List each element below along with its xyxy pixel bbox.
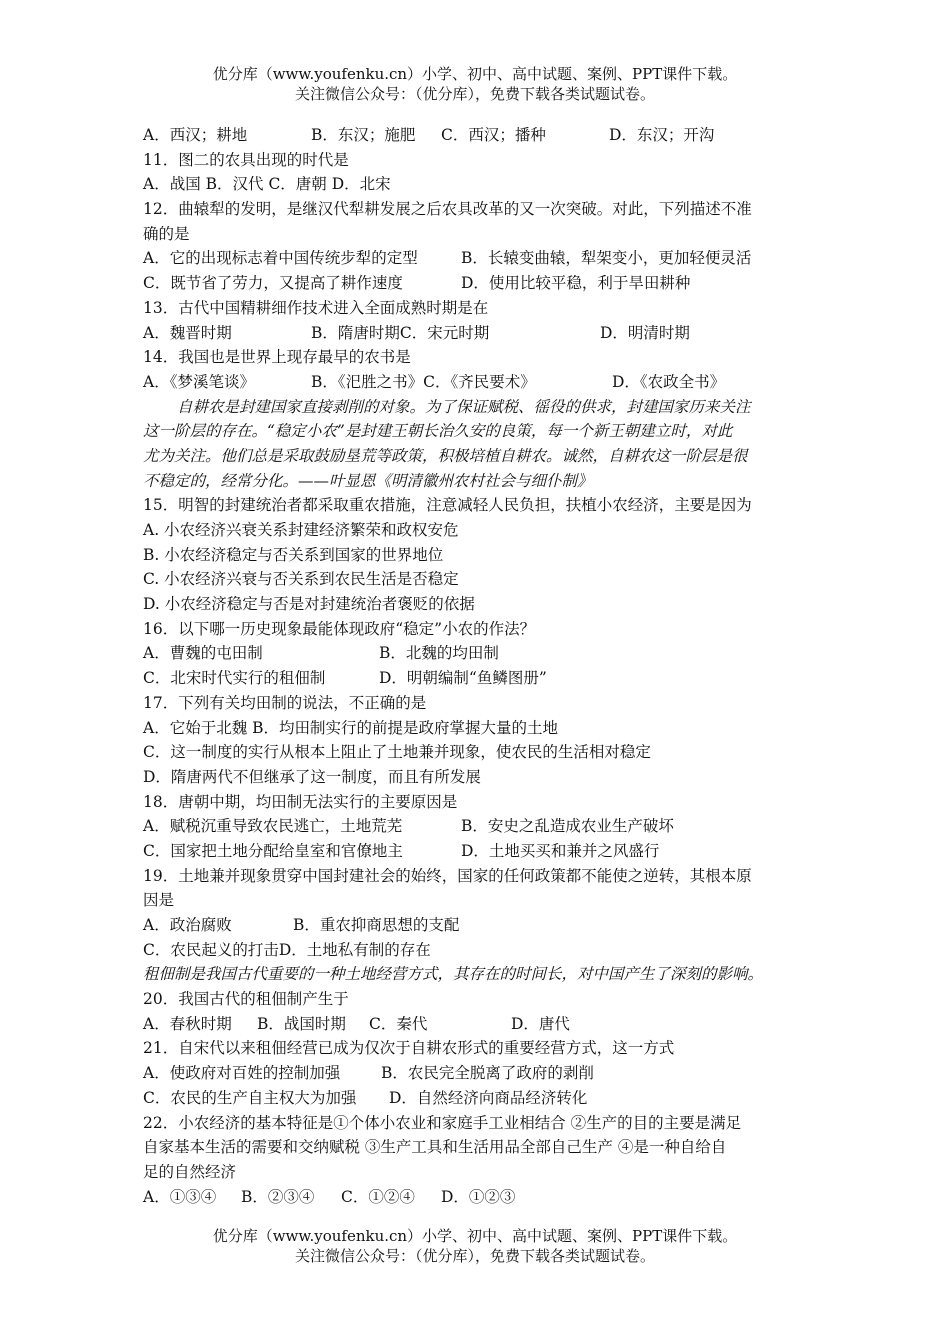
q22-option-d: D．①②③ [441,1187,516,1206]
q14-option-bc: B．《汜胜之书》C．《齐民要术》 [311,372,536,391]
q10-option-d: D．东汉；开沟 [609,126,715,144]
q12-options-ab [143,246,809,271]
q17-option-d: D．隋唐两代不但继承了这一制度，而且有所发展 [143,767,481,786]
footer-line-1: 优分库（www.youfenku.cn）小学、初中、高中试题、案例、PPT课件下载。 [212,1227,738,1245]
passage2: 租佃制是我国古代重要的一种土地经营方式，其存在的时间长，对中国产生了深刻的影响。 [143,965,764,984]
q15-option-a: A. 小农经济兴衰关系封建经济繁荣和政权安危 [143,521,459,539]
q10-option-a: A．西汉；耕地 [143,126,248,144]
q12-option-d: D．使用比较平稳，利于旱田耕种 [461,274,691,293]
header-line-1: 优分库（www.youfenku.cn）小学、初中、高中试题、案例、PPT课件下载。 [212,65,738,83]
q21-option-d: D．自然经济向商品经济转化 [389,1088,588,1107]
q21-option-b: B．农民完全脱离了政府的剥削 [381,1064,594,1083]
q19-option-b: B．重农抑商思想的支配 [293,916,460,934]
exam-content [143,123,809,1209]
q22-option-a: A．①③④ [143,1187,217,1206]
q22-option-c: C．①②④ [341,1187,415,1206]
q22-stem-line3: 足的自然经济 [143,1162,237,1181]
q17-option-c: C．这一制度的实行从根本上阻止了土地兼并现象，使农民的生活相对稳定 [143,743,651,762]
q21-options-ab [143,1061,809,1086]
q13-option-d: D．明清时期 [600,323,690,342]
q12-stem-line1: 12．曲辕犁的发明，是继汉代犁耕发展之后农具改革的又一次突破。对此，下列描述不准 [143,200,752,219]
q18-options-ab [143,814,809,839]
q21-option-c: C．农民的生产自主权大为加强 [143,1088,357,1107]
passage1-line4: 不稳定的，经常分化。——叶显恩《明清徽州农村社会与细仆制》 [143,471,593,490]
q12-option-a: A．它的出现标志着中国传统步犁的定型 [143,249,418,268]
q16-option-d: D．明朝编制“鱼鳞图册” [379,669,547,688]
q20-options [143,1012,809,1037]
q22-stem-line1: 22．小农经济的基本特征是①个体小农业和家庭手工业相结合 ②生产的目的主要是满足 [143,1113,742,1132]
q20-option-b: B．战国时期 [257,1014,346,1033]
q21-options-cd [143,1086,809,1111]
q19-stem-line1: 19．土地兼并现象贯穿中国封建社会的始终，国家的任何政策都不能使之逆转，其根本原 [143,866,752,885]
q19-options-ab [143,913,809,938]
q17-stem: 17．下列有关均田制的说法，不正确的是 [143,693,427,712]
q10-option-c: C．西汉；播种 [441,126,546,144]
q20-option-a: A．春秋时期 [143,1014,232,1033]
q11-options: A．战国 B．汉代 C．唐朝 D．北宋 [143,175,391,194]
page-footer [0,1226,950,1266]
q18-options-cd [143,839,809,864]
page-header [0,64,950,104]
q22-stem-line2: 自家基本生活的需要和交纳赋税 ③生产工具和生活用品全部自己生产 ④是一种自给自 [143,1138,727,1157]
q13-option-a: A．魏晋时期 [143,323,232,342]
passage1-line1: 自耕农是封建国家直接剥削的对象。为了保证赋税、徭役的供求，封建国家历来关注 [177,397,751,416]
q15-stem: 15．明智的封建统治者都采取重农措施，注意减轻人民负担，扶植小农经济，主要是因为 [143,496,752,515]
q15-option-d: D. 小农经济稳定与否是对封建统治者褒贬的依据 [143,595,475,614]
q18-option-d: D．土地买买和兼并之风盛行 [461,841,660,860]
q14-option-a: A．《梦溪笔谈》 [143,372,255,391]
q18-option-b: B．安史之乱造成农业生产破坏 [461,817,674,836]
header-line-2: 关注微信公众号：（优分库），免费下载各类试题试卷。 [294,85,655,103]
q18-option-a: A．赋税沉重导致农民逃亡，土地荒芜 [143,817,403,836]
q15-option-b: B. 小农经济稳定与否关系到国家的世界地位 [143,545,444,564]
q21-option-a: A．使政府对百姓的控制加强 [143,1064,341,1083]
q12-options-cd [143,271,809,296]
q22-options [143,1185,809,1210]
footer-line-2: 关注微信公众号：（优分库），免费下载各类试题试卷。 [294,1247,655,1265]
q16-option-c: C．北宋时代实行的租佃制 [143,669,326,688]
q17-options-ab: A．它始于北魏 B．均田制实行的前提是政府掌握大量的土地 [143,718,559,737]
q13-option-bc: B．隋唐时期C．宋元时期 [311,323,490,342]
q20-option-c: C．秦代 [369,1014,428,1033]
q10-option-b: B．东汉；施肥 [311,126,416,144]
q15-option-c: C. 小农经济兴衰与否关系到农民生活是否稳定 [143,570,459,589]
q21-stem: 21．自宋代以来租佃经营已成为仅次于自耕农形式的重要经营方式，这一方式 [143,1039,675,1058]
q12-stem-line2: 确的是 [143,224,190,243]
q18-stem: 18．唐朝中期，均田制无法实行的主要原因是 [143,792,458,811]
q11-stem: 11．图二的农具出现的时代是 [143,150,349,169]
q14-options [143,370,809,395]
q22-option-b: B．②③④ [241,1187,315,1206]
q12-option-c: C．既节省了劳力，又提高了耕作速度 [143,274,403,293]
q13-stem: 13．古代中国精耕细作技术进入全面成熟时期是在 [143,298,489,317]
q12-option-b: B．长辕变曲辕，犁架变小，更加轻便灵活 [461,249,752,268]
q16-option-b: B．北魏的均田制 [379,644,499,663]
q18-option-c: C．国家把土地分配给皇室和官僚地主 [143,841,403,860]
q20-stem: 20．我国古代的租佃制产生于 [143,990,349,1009]
q16-stem: 16．以下哪一历史现象最能体现政府“稳定”小农的作法？ [143,619,536,638]
q16-options-ab [143,641,809,666]
q20-option-d: D．唐代 [511,1014,570,1033]
q19-stem-line2: 因是 [143,891,175,910]
q10-options [143,123,809,148]
q16-option-a: A．曹魏的屯田制 [143,644,263,663]
q14-option-d: D．《农政全书》 [612,372,726,391]
passage1-line3: 尤为关注。他们总是采取鼓励垦荒等政策，积极培植自耕农。诚然，自耕农这一阶层是很 [143,446,748,465]
q19-option-a: A．政治腐败 [143,916,232,934]
q14-stem: 14．我国也是世界上现存最早的农书是 [143,348,411,367]
q19-options-cd: C．农民起义的打击D．土地私有制的存在 [143,940,431,959]
q13-options [143,321,809,346]
q16-options-cd [143,666,809,691]
passage1-line2: 这一阶层的存在。“稳定小农”是封建王朝长治久安的良策，每一个新王朝建立时，对此 [143,422,733,441]
